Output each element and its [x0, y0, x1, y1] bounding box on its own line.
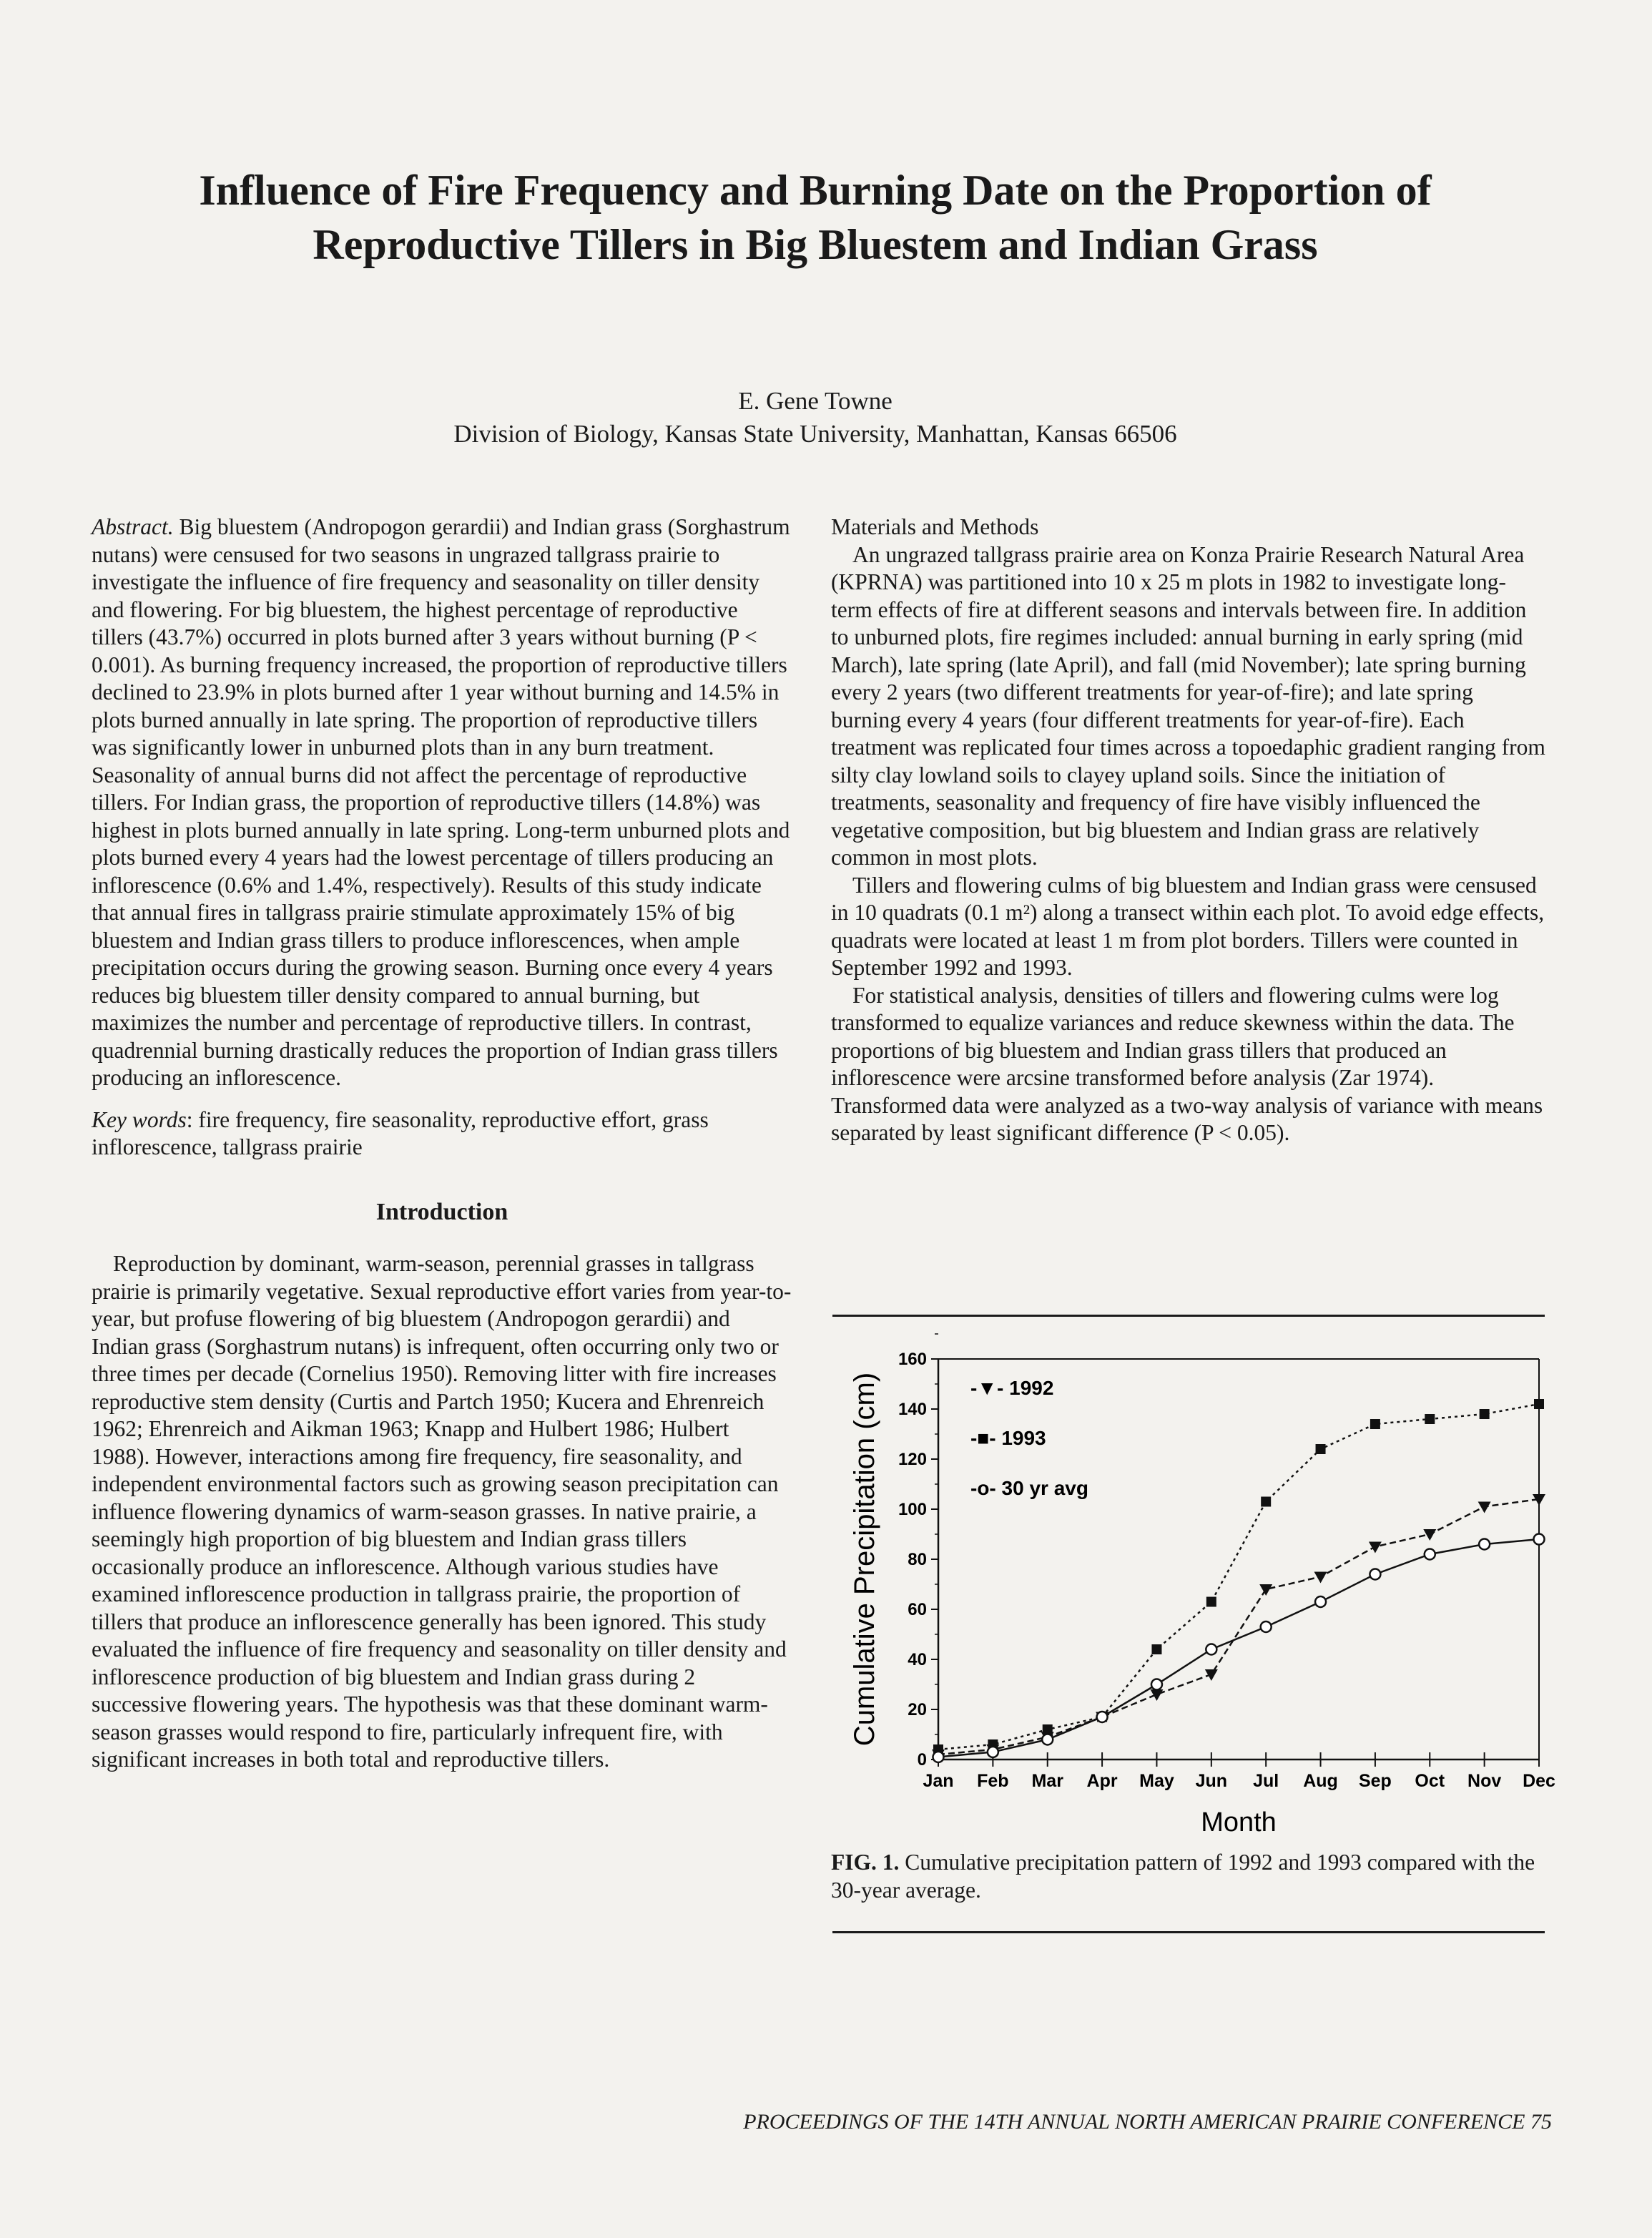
data-point: [1370, 1419, 1380, 1429]
x-tick-label: Sep: [1358, 1771, 1392, 1791]
precipitation-chart: [831, 1338, 1555, 1852]
methods-paragraph: An ungrazed tallgrass prairie area on Konza Prairie Research Natural Area (KPRNA) was partitioned into 10 x 25 m plots in 1982 to investigate long-term effects of fire at different seasons and intervals between fire. In addition to unburned plots, fire regimes included: annual burning in early spring (mid March), late spring (late April), and fall (mid November); late spring burning every 2 years (two different treatments for year-of-fire); and late spring burning every 4 years (four different treatments for year-of-fire). Each treatment was replicated four times across a topoedaphic gradient ranging from silty clay lowland soils to clayey upland soils. Since the initiation of treatments, seasonality and frequency of fire have visibly influenced the vegetative composition, but big bluestem and Indian grass are relatively common in most plots.: [831, 541, 1545, 870]
keywords: Key words: fire frequency, fire seasonality, reproductive effort, grass inflorescence, tallgrass prairie: [92, 1106, 709, 1159]
data-point: [1315, 1596, 1326, 1607]
legend-entry: -o- 30 yr avg: [970, 1477, 1088, 1499]
y-tick-label: 40: [908, 1650, 927, 1669]
abstract-label: Abstract.: [92, 514, 174, 539]
data-point: [1206, 1597, 1216, 1607]
figure-top-rule: [832, 1315, 1545, 1317]
data-point: [1150, 1689, 1163, 1701]
y-axis-label: Cumulative Precipitation (cm): [849, 1372, 880, 1747]
figure-caption: [831, 1849, 1546, 1904]
data-point: [1478, 1502, 1491, 1513]
left-column: [92, 514, 792, 1774]
data-point: [1423, 1529, 1436, 1541]
data-point: [1314, 1572, 1327, 1584]
page-footer: PROCEEDINGS OF THE 14TH ANNUAL NORTH AMERICAN PRAIRIE CONFERENCE 75: [743, 2110, 1552, 2134]
figure-label: FIG. 1.: [831, 1850, 900, 1875]
data-point: [1043, 1724, 1053, 1734]
x-tick-label: Apr: [1086, 1771, 1118, 1791]
series-line-30-yr-avg: [938, 1539, 1539, 1757]
x-tick-label: Aug: [1303, 1771, 1338, 1791]
figure-caption-text: Cumulative precipitation pattern of 1992 and 1993 compared with the 30-year average.: [831, 1850, 1535, 1903]
data-point: [1097, 1712, 1108, 1722]
data-point: [1480, 1409, 1490, 1419]
data-point: [1316, 1444, 1326, 1454]
data-point: [1259, 1584, 1272, 1596]
data-point: [1261, 1621, 1272, 1632]
methods-heading: Materials and Methods: [831, 514, 1039, 539]
data-point: [988, 1747, 998, 1757]
x-tick-label: Mar: [1031, 1771, 1063, 1791]
data-point: [1425, 1414, 1435, 1424]
data-point: [1534, 1534, 1545, 1545]
keywords-label: Key words: [92, 1106, 187, 1132]
x-tick-label: Jun: [1195, 1771, 1228, 1791]
y-tick-label: 20: [908, 1700, 927, 1719]
data-point: [1151, 1679, 1162, 1690]
series-line-1992: [938, 1499, 1539, 1754]
methods-paragraph: Tillers and flowering culms of big bluestem and Indian grass were censused in 10 quadrats (0.1 m²) along a transect within each plot. To avoid edge effects, quadrats were located at least 1 m from plot borders. Tillers were counted in September 1992 and 1993.: [831, 872, 1545, 980]
right-column: [831, 514, 1546, 1147]
figure-1: [831, 1338, 1555, 1910]
abstract-text: Big bluestem (Andropogon gerardii) and Indian grass (Sorghastrum nutans) were censused for two seasons in ungrazed tallgrass prairie to investigate the influence of fire frequency and seasonality on tiller density and flowering. For big bluestem, the highest percentage of reproductive tillers (43.7%) occurred in plots burned after 3 years without burning (P < 0.001). As burning frequency increased, the proportion of reproductive tillers declined to 23.9% in plots burned after 1 year without burning and 14.5% in plots burned annually in late spring. The proportion of reproductive tillers was significantly lower in unburned plots than in any burn treatment. Seasonality of annual burns did not affect the percentage of reproductive tillers. For Indian grass, the proportion of reproductive tillers (14.8%) was highest in plots burned annually in late spring. Long-term unburned plots and plots burned every 4 years had the lowest percentage of tillers producing an inflorescence (0.6% and 1.4%, respectively). Results of this study indicate that annual fires in tallgrass prairie stimulate approximately 15% of big bluestem and Indian grass tillers to produce inflorescences, when ample precipitation occurs during the growing season. Burning once every 4 years reduces big bluestem tiller density compared to annual burning, but maximizes the number and percentage of reproductive tillers. In contrast, quadrennial burning drastically reduces the proportion of Indian grass tillers producing an inflorescence.: [92, 514, 790, 1090]
y-tick-label: 120: [898, 1450, 927, 1469]
legend-entry: -▼- 1992: [970, 1377, 1054, 1399]
legend-entry: -■- 1993: [970, 1427, 1046, 1449]
data-point: [1369, 1542, 1382, 1554]
x-axis-label: Month: [1201, 1807, 1277, 1837]
data-point: [1042, 1734, 1053, 1745]
affiliation: Division of Biology, Kansas State University, Manhattan, Kansas 66506: [453, 420, 1177, 448]
data-point: [1534, 1399, 1544, 1409]
x-tick-label: Dec: [1523, 1771, 1555, 1791]
y-tick-label: 140: [898, 1400, 927, 1419]
introduction-heading: Introduction: [375, 1198, 508, 1225]
x-tick-label: May: [1139, 1771, 1174, 1791]
paper-title: Influence of Fire Frequency and Burning Date on the Proportion of Reproductive Tillers in Big Bluestem and Indian Grass: [199, 167, 1432, 268]
x-tick-label: Jul: [1253, 1771, 1279, 1791]
abstract: [92, 514, 792, 1092]
keywords-text: fire frequency, fire seasonality, reproductive effort, grass inflorescence, tallgrass prairie: [92, 1106, 709, 1159]
y-tick-label: 0: [917, 1750, 927, 1770]
x-tick-label: Nov: [1467, 1771, 1502, 1791]
y-tick-label: 60: [908, 1600, 927, 1619]
y-tick-label: 100: [898, 1500, 927, 1519]
methods-paragraph: For statistical analysis, densities of tillers and flowering culms were log transformed to equalize variances and reduce skewness within the data. The proportions of big bluestem and Indian grass tillers that produced an inflorescence were arcsine transformed before analysis (Zar 1974). Transformed data were analyzed as a two-way analysis of variance with means separated by least significant difference (P < 0.05).: [831, 982, 1543, 1145]
author-name: E. Gene Towne: [738, 387, 893, 415]
data-point: [1151, 1644, 1161, 1654]
data-point: [1206, 1644, 1216, 1655]
x-tick-label: Feb: [977, 1771, 1009, 1791]
data-point: [1261, 1497, 1271, 1507]
author-block: [114, 385, 1516, 451]
y-tick-label: 160: [898, 1350, 927, 1369]
x-tick-label: Oct: [1415, 1771, 1445, 1791]
figure-bottom-rule: [832, 1931, 1545, 1933]
data-point: [933, 1752, 944, 1762]
data-point: [1370, 1569, 1380, 1580]
data-point: [1479, 1539, 1490, 1550]
series-line-1993: [938, 1404, 1539, 1749]
x-tick-label: Jan: [923, 1771, 954, 1791]
y-tick-label: 80: [908, 1550, 927, 1569]
introduction-text: Reproduction by dominant, warm-season, perennial grasses in tallgrass prairie is primarily vegetative. Sexual reproductive effort varies from year-to-year, but profuse flowering of big bluestem (Andropogon gerardii) and Indian grass (Sorghastrum nutans) is infrequent, often occurring only two or three times per decade (Cornelius 1950). Removing litter with fire increases reproductive stem density (Curtis and Partch 1950; Kucera and Ehrenreich 1962; Ehrenreich and Aikman 1963; Knapp and Hulbert 1986; Hulbert 1988). However, interactions among fire frequency, fire seasonality, and independent environmental factors such as growing season precipitation can influence flowering dynamics of warm-season grasses. In native prairie, a seemingly high proportion of big bluestem and Indian grass tillers occasionally produce an inflorescence. Although various studies have examined inflorescence production in tallgrass prairie, the proportion of tillers that produce an inflorescence generally has been ignored. This study evaluated the influence of fire frequency and seasonality on tiller density and inflorescence production of big bluestem and Indian grass during 2 successive flowering years. The hypothesis was that these dominant warm-season grasses would respond to fire, particularly infrequent fire, with significant increases in both total and reproductive tillers.: [92, 1251, 792, 1772]
data-point: [1425, 1549, 1435, 1560]
